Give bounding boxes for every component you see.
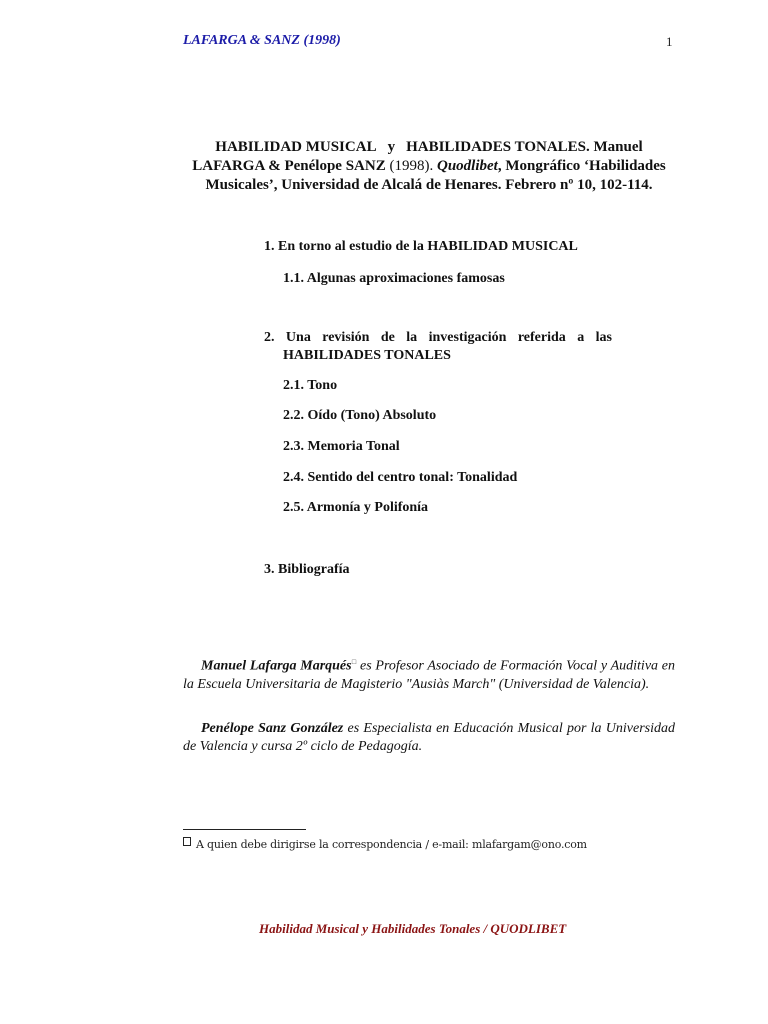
footnote-marker: □ xyxy=(351,658,357,666)
citation-title-part: HABILIDAD MUSICAL xyxy=(215,139,377,155)
author-bio: es Especialista en Educación Musical por la Universidad de Valencia y cursa 2º ciclo de Pedagogía. xyxy=(183,721,675,754)
toc-section-2-2: 2.2. Oído (Tono) Absoluto xyxy=(283,408,437,423)
citation-title-part: y xyxy=(387,139,396,155)
citation-line-1 xyxy=(183,138,675,157)
author-note-2 xyxy=(183,720,675,756)
running-footer: Habilidad Musical y Habilidades Tonales / QUODLIBET xyxy=(259,921,567,936)
toc-word: revisión xyxy=(322,330,370,345)
footnote-text: A quien debe dirigirse la correspondencia / e-mail: mlafargam@ono.com xyxy=(196,838,587,851)
citation-line-2 xyxy=(183,157,675,176)
footnote xyxy=(183,837,587,851)
author-name: Penélope Sanz González xyxy=(201,721,344,736)
article-citation xyxy=(183,138,675,195)
toc-section-2-3: 2.3. Memoria Tonal xyxy=(283,439,400,454)
citation-title-part: HABILIDADES TONALES. xyxy=(406,139,590,155)
running-header: LAFARGA & SANZ (1998) xyxy=(183,33,341,48)
toc-word: referida xyxy=(517,330,566,345)
toc-section-1: 1. En torno al estudio de la HABILIDAD MUSICAL xyxy=(264,239,578,254)
toc-word: de xyxy=(380,330,395,345)
toc-word: a xyxy=(577,330,585,345)
citation-journal: Quodlibet xyxy=(436,158,498,174)
citation-line-3: Musicales’, Universidad de Alcalá de Henares. Febrero nº 10, 102-114. xyxy=(205,177,653,193)
author-bio: es Profesor Asociado de Formación Vocal y Auditiva en la Escuela Universitaria de Magisterio "Ausiàs March" (Universidad de Valencia). xyxy=(183,658,675,692)
toc-word: la xyxy=(406,330,418,345)
toc-section-1-1: 1.1. Algunas aproximaciones famosas xyxy=(283,271,505,286)
toc-word: 2. xyxy=(264,330,275,345)
toc-section-2-heading-cont: HABILIDADES TONALES xyxy=(283,348,451,363)
toc-section-2-4: 2.4. Sentido del centro tonal: Tonalidad xyxy=(283,470,518,485)
footnote-marker-icon xyxy=(183,837,191,846)
toc-word: investigación xyxy=(428,330,507,345)
footnote-separator xyxy=(183,829,306,830)
toc-section-2-1: 2.1. Tono xyxy=(283,378,338,393)
author-name: Manuel Lafarga Marqués xyxy=(201,658,352,674)
citation-monograph: , Mongráfico ‘Habilidades xyxy=(497,158,666,174)
author-note-1 xyxy=(183,653,675,694)
toc-section-3: 3. Bibliografía xyxy=(264,562,350,577)
toc-section-2-5: 2.5. Armonía y Polifonía xyxy=(283,500,429,515)
toc-section-2-heading xyxy=(264,329,612,347)
toc-word: Una xyxy=(285,330,311,345)
citation-author-first: Manuel xyxy=(593,139,643,155)
citation-authors: LAFARGA & Penélope SANZ xyxy=(192,158,386,174)
toc-word: las xyxy=(595,330,612,345)
toc-section-2 xyxy=(264,329,612,365)
citation-year: (1998). xyxy=(385,158,437,174)
page-number: 1 xyxy=(666,34,673,49)
